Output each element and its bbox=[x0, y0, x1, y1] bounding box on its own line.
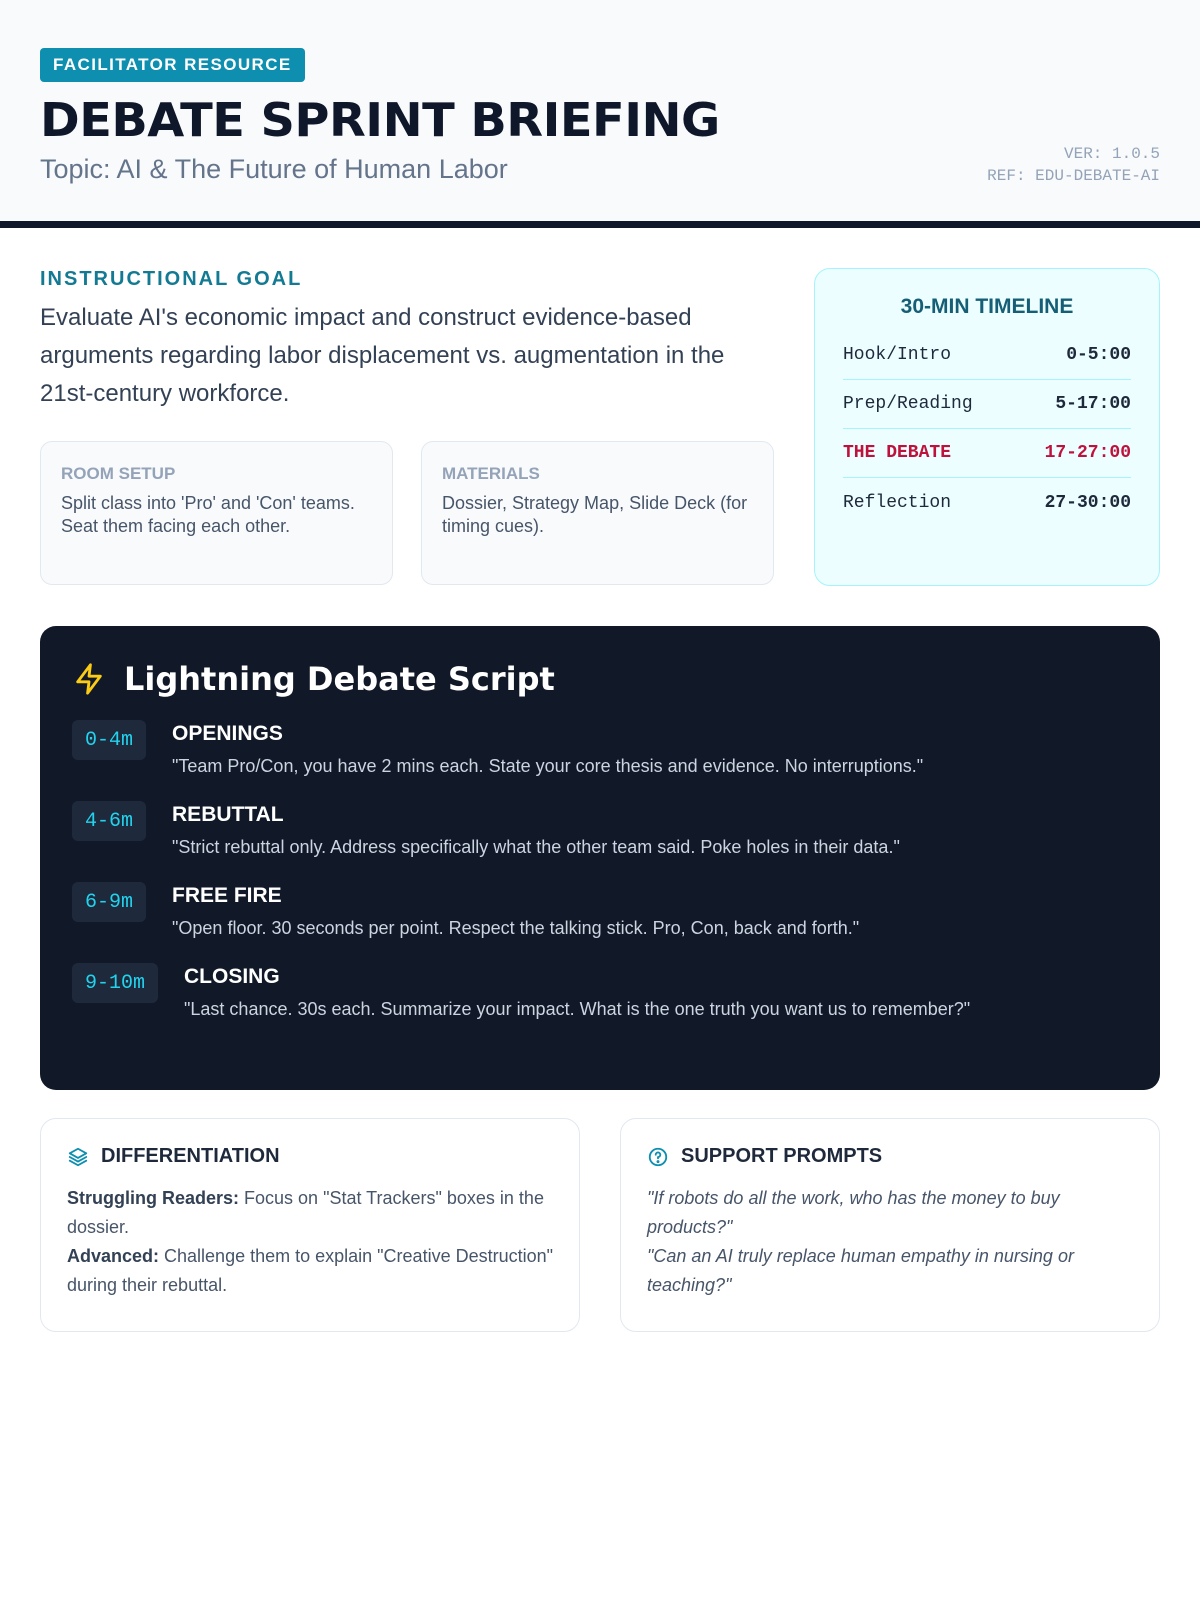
card-title: ROOM SETUP bbox=[61, 464, 176, 483]
timeline-title: 30-MIN TIMELINE bbox=[900, 295, 1074, 318]
step-name: OPENINGS bbox=[172, 722, 283, 745]
script-step bbox=[72, 882, 1128, 939]
timeline-panel bbox=[814, 268, 1160, 586]
debate-script-panel bbox=[40, 626, 1160, 1090]
timeline-row bbox=[843, 478, 1131, 527]
page-subtitle: Topic: AI & The Future of Human Labor bbox=[40, 154, 508, 184]
card-text: Split class into 'Pro' and 'Con' teams. Seat them facing each other. bbox=[61, 493, 355, 536]
advanced-item bbox=[67, 1242, 553, 1300]
goal-section bbox=[0, 228, 1200, 586]
card-text: Dossier, Strategy Map, Slide Deck (for timing cues). bbox=[442, 493, 748, 536]
struggling-readers-item bbox=[67, 1184, 553, 1242]
timeline-label: Prep/Reading bbox=[843, 394, 973, 414]
differentiation-body bbox=[67, 1184, 553, 1300]
support-prompts-body bbox=[647, 1184, 1133, 1300]
timeline-label: THE DEBATE bbox=[843, 443, 952, 463]
step-name: REBUTTAL bbox=[172, 803, 284, 826]
goal-text: Evaluate AI's economic impact and construct evidence-based arguments regarding labor displacement vs. augmentation in the 21st-century workforce. bbox=[40, 304, 725, 407]
advanced-label: Advanced: bbox=[67, 1246, 160, 1266]
timeline-time: 5-17:00 bbox=[1055, 394, 1131, 414]
step-name: FREE FIRE bbox=[172, 884, 282, 907]
info-cards bbox=[40, 441, 774, 585]
script-header bbox=[72, 660, 1128, 698]
timeline-time: 0-5:00 bbox=[1066, 345, 1131, 365]
step-time-badge: 6-9m bbox=[72, 882, 146, 922]
document-meta bbox=[987, 143, 1160, 187]
room-setup-card bbox=[40, 441, 393, 585]
goal-column bbox=[40, 268, 774, 586]
step-time-badge: 9-10m bbox=[72, 963, 158, 1003]
step-quote: "Strict rebuttal only. Address specifically what the other team said. Poke holes in their data." bbox=[172, 837, 900, 857]
timeline-time: 27-30:00 bbox=[1044, 492, 1131, 513]
header bbox=[0, 0, 1200, 228]
step-quote: "Team Pro/Con, you have 2 mins each. State your core thesis and evidence. No interruptions." bbox=[172, 756, 924, 776]
script-step bbox=[72, 963, 1128, 1020]
timeline-row-highlight bbox=[843, 429, 1131, 478]
support-prompts-box bbox=[620, 1118, 1160, 1332]
step-body bbox=[172, 882, 859, 939]
step-time-badge: 4-6m bbox=[72, 801, 146, 841]
box-title: SUPPORT PROMPTS bbox=[681, 1145, 883, 1167]
timeline-row bbox=[843, 331, 1131, 380]
timeline-time: 17-27:00 bbox=[1044, 443, 1131, 463]
resource-badge: FACILITATOR RESOURCE bbox=[40, 48, 305, 82]
script-title: Lightning Debate Script bbox=[124, 660, 555, 698]
script-step bbox=[72, 801, 1128, 858]
reference-label: REF: EDU-DEBATE-AI bbox=[987, 167, 1160, 185]
lightning-icon bbox=[72, 662, 106, 696]
script-step bbox=[72, 720, 1128, 777]
box-header bbox=[647, 1145, 1133, 1168]
differentiation-box bbox=[40, 1118, 580, 1332]
step-body bbox=[172, 801, 900, 858]
page-title: DEBATE SPRINT BRIEFING bbox=[40, 93, 720, 147]
card-title: MATERIALS bbox=[442, 464, 540, 483]
timeline-label: Reflection bbox=[843, 492, 952, 513]
box-header bbox=[67, 1145, 553, 1168]
layers-icon bbox=[67, 1146, 89, 1168]
materials-card bbox=[421, 441, 774, 585]
step-quote: "Open floor. 30 seconds per point. Respect the talking stick. Pro, Con, back and forth." bbox=[172, 918, 860, 938]
support-prompt: "If robots do all the work, who has the money to buy products?" bbox=[647, 1188, 1060, 1237]
box-title: DIFFERENTIATION bbox=[101, 1145, 280, 1167]
step-body bbox=[172, 720, 923, 777]
timeline-row bbox=[843, 380, 1131, 429]
goal-label: INSTRUCTIONAL GOAL bbox=[40, 268, 303, 290]
struggling-text: Focus on "Stat Trackers" boxes in the dossier. bbox=[67, 1188, 544, 1237]
timeline-label: Hook/Intro bbox=[843, 345, 952, 365]
support-section bbox=[0, 1090, 1200, 1332]
script-steps bbox=[72, 720, 1128, 1020]
struggling-label: Struggling Readers: bbox=[67, 1188, 240, 1208]
version-label: VER: 1.0.5 bbox=[1063, 145, 1160, 163]
advanced-text: Challenge them to explain "Creative Destruction" during their rebuttal. bbox=[67, 1246, 554, 1295]
step-body bbox=[184, 963, 970, 1020]
step-name: CLOSING bbox=[184, 965, 280, 988]
step-time-badge: 0-4m bbox=[72, 720, 146, 760]
support-prompt: "Can an AI truly replace human empathy in nursing or teaching?" bbox=[647, 1246, 1074, 1295]
step-quote: "Last chance. 30s each. Summarize your impact. What is the one truth you want us to remember?" bbox=[184, 999, 971, 1019]
question-circle-icon bbox=[647, 1146, 669, 1168]
